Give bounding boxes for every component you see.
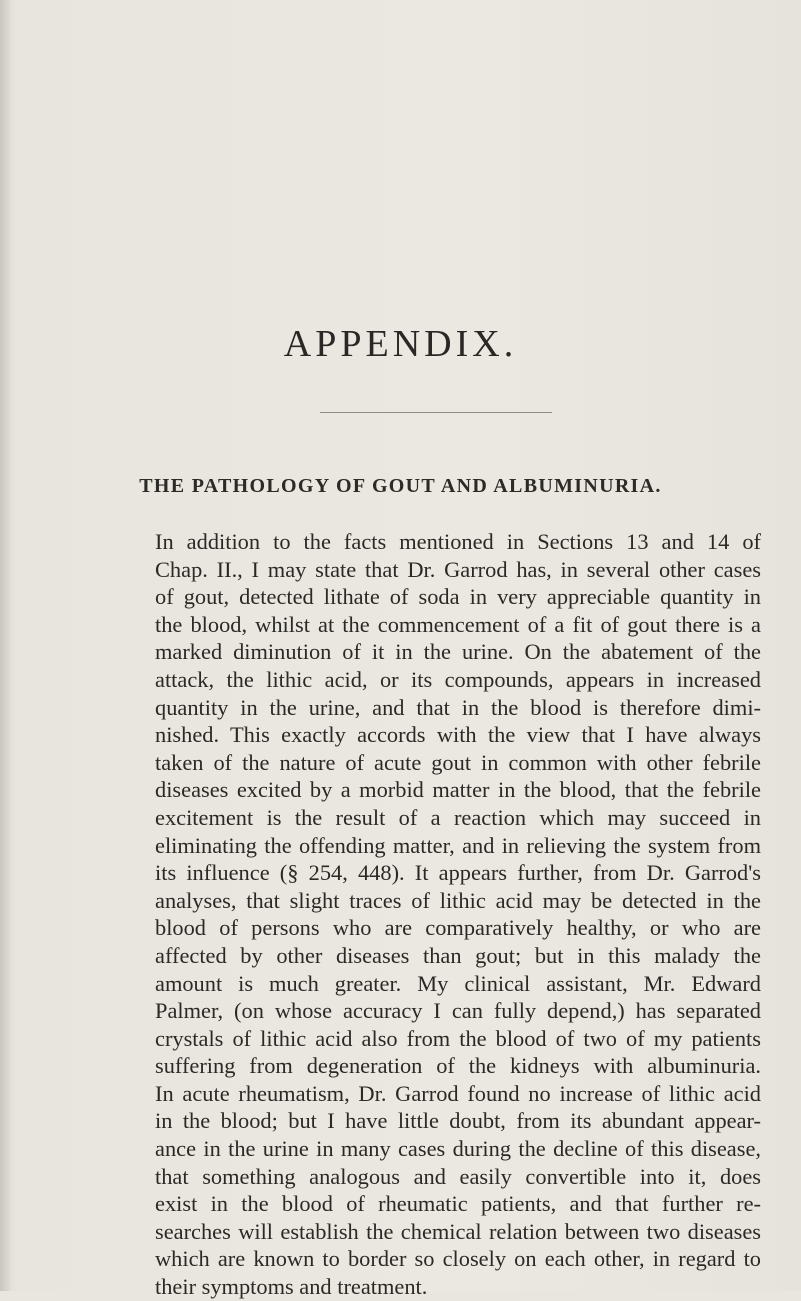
text-line: blood of persons who are comparatively healthy, or who are	[155, 915, 761, 941]
text-line: attack, the lithic acid, or its compounds, appears in increased	[155, 666, 761, 692]
text-line: In addition to the facts mentioned in Sections 13 and 14 of	[155, 529, 761, 554]
text-line: searches will establish the chemical relation between two diseases	[155, 1218, 761, 1244]
text-line: Palmer, (on whose accuracy I can fully depend,) has separated	[155, 998, 761, 1024]
section-subtitle: THE PATHOLOGY OF GOUT AND ALBUMINURIA.	[139, 475, 662, 497]
text-line: that something analogous and easily convertible into it, does	[155, 1163, 761, 1189]
text-line: exist in the blood of rheumatic patients, and that further re-	[155, 1191, 761, 1217]
text-line: diseases excited by a morbid matter in the blood, that the febrile	[155, 777, 761, 803]
text-line: their symptoms and treatment.	[155, 1274, 428, 1300]
text-line: of gout, detected lithate of soda in very appreciable quantity in	[155, 584, 761, 610]
page-gutter	[0, 0, 10, 1291]
text-line: analyses, that slight traces of lithic acid may be detected in the	[155, 887, 761, 913]
text-line: In acute rheumatism, Dr. Garrod found no increase of lithic acid	[155, 1080, 761, 1106]
text-line: amount is much greater. My clinical assistant, Mr. Edward	[155, 970, 761, 996]
text-line: affected by other diseases than gout; but in this malady the	[155, 942, 761, 968]
text-line: its influence (§ 254, 448). It appears further, from Dr. Garrod's	[155, 860, 761, 886]
text-line: Chap. II., I may state that Dr. Garrod has, in several other cases	[155, 556, 761, 582]
text-line: crystals of lithic acid also from the blood of two of my patients	[155, 1025, 761, 1051]
text-line: the blood, whilst at the commencement of a fit of gout there is a	[155, 611, 761, 637]
text-line: nished. This exactly accords with the view that I have always	[155, 722, 761, 748]
text-line: marked diminution of it in the urine. On the abatement of the	[155, 639, 761, 665]
text-line: taken of the nature of acute gout in common with other febrile	[155, 749, 761, 775]
page-heading: APPENDIX.	[283, 323, 518, 365]
text-line: which are known to border so closely on each other, in regard to	[155, 1246, 761, 1272]
heading-rule	[320, 412, 552, 413]
text-line: suffering from degeneration of the kidneys with albuminuria.	[155, 1053, 761, 1079]
text-line: excitement is the result of a reaction which may succeed in	[155, 804, 761, 830]
text-line: ance in the urine in many cases during the decline of this disease,	[155, 1136, 761, 1162]
body-paragraph	[155, 528, 761, 1301]
text-line: eliminating the offending matter, and in relieving the system from	[155, 832, 761, 858]
text-line: in the blood; but I have little doubt, from its abundant appear-	[155, 1108, 761, 1134]
text-line: quantity in the urine, and that in the blood is therefore dimi-	[155, 694, 761, 720]
